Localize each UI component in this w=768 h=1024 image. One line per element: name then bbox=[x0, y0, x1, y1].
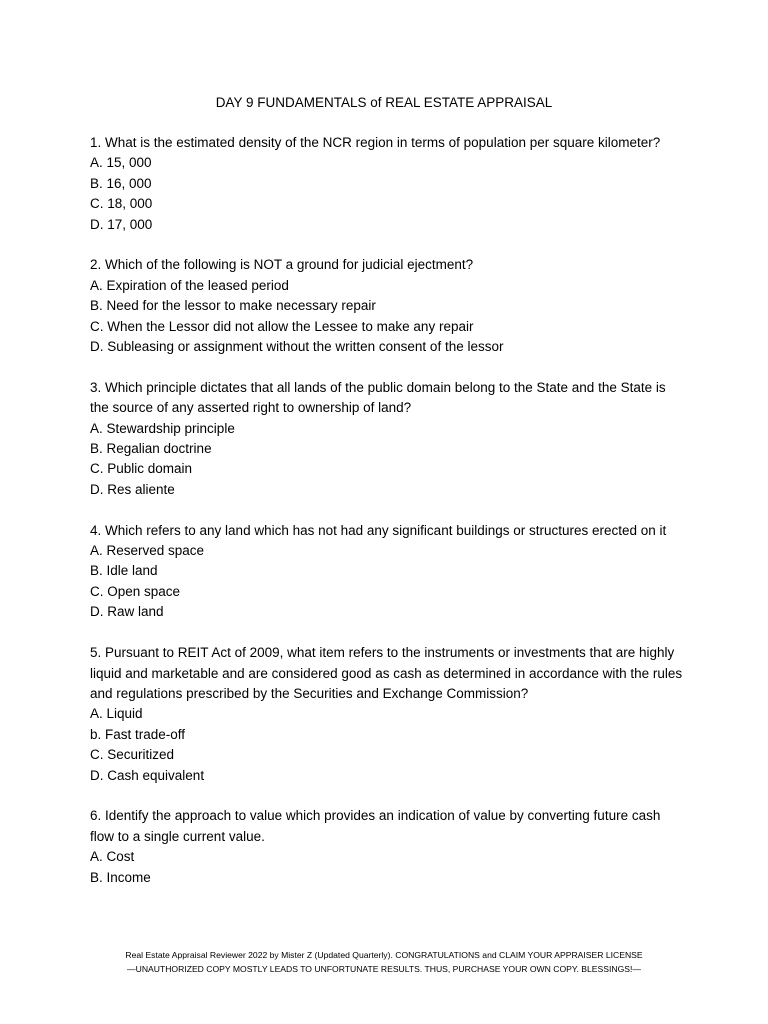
document-title: DAY 9 FUNDAMENTALS of REAL ESTATE APPRAISAL bbox=[215, 95, 553, 110]
footer-notice-line-1: Real Estate Appraisal Reviewer 2022 by Mister Z (Updated Quarterly). CONGRATULATIONS and CLAIM YOUR APPRAISER LICENSE bbox=[125, 950, 643, 960]
question-text: 6. Identify the approach to value which provides an indication of value by converting future cash flow to a single current value. bbox=[90, 808, 661, 844]
question-text: 1. What is the estimated density of the NCR region in terms of population per square kilometer? bbox=[90, 135, 661, 150]
question-text: 5. Pursuant to REIT Act of 2009, what item refers to the instruments or investments that are highly liquid and marketable and are considered good as cash as determined in accordance with the rules and regulations prescribed by the Securities and Exchange Commission? bbox=[90, 645, 683, 701]
answer-option: A. Liquid bbox=[90, 706, 143, 722]
answer-option: B. Income bbox=[90, 869, 151, 885]
answer-option: D. Subleasing or assignment without the written consent of the lessor bbox=[90, 339, 504, 355]
footer-notice-line-2: —UNAUTHORIZED COPY MOSTLY LEADS TO UNFORTUNATE RESULTS. THUS, PURCHASE YOUR OWN COPY. BLESSINGS!— bbox=[127, 964, 641, 974]
answer-option: B. Idle land bbox=[90, 563, 158, 579]
answer-option: D. Res aliente bbox=[90, 481, 175, 497]
question-6 bbox=[90, 806, 686, 888]
question-list bbox=[90, 133, 686, 908]
page-footer bbox=[0, 948, 768, 976]
answer-option: D. Cash equivalent bbox=[90, 767, 205, 783]
answer-option: A. Reserved space bbox=[90, 543, 205, 559]
answer-option: C. Public domain bbox=[90, 461, 193, 477]
answer-option: D. 17, 000 bbox=[90, 216, 153, 232]
answer-option: A. Cost bbox=[90, 849, 135, 865]
question-2 bbox=[90, 255, 686, 357]
question-5 bbox=[90, 643, 686, 786]
question-text: 2. Which of the following is NOT a ground for judicial ejectment? bbox=[90, 257, 474, 273]
answer-option: B. Regalian doctrine bbox=[90, 441, 212, 457]
question-4 bbox=[90, 521, 686, 623]
answer-option: b. Fast trade-off bbox=[90, 726, 186, 742]
answer-option: B. 16, 000 bbox=[90, 175, 152, 191]
question-text: 3. Which principle dictates that all lands of the public domain belong to the State and the State is the source of any asserted right to ownership of land? bbox=[90, 379, 666, 416]
answer-option: D. Raw land bbox=[90, 604, 164, 620]
answer-option: A. Stewardship principle bbox=[90, 420, 235, 436]
answer-option: A. 15, 000 bbox=[90, 155, 152, 171]
answer-option: C. Open space bbox=[90, 583, 181, 599]
question-text: 4. Which refers to any land which has not had any significant buildings or structures erected on it bbox=[90, 522, 667, 538]
answer-option: B. Need for the lessor to make necessary repair bbox=[90, 298, 376, 314]
question-3 bbox=[90, 378, 686, 500]
question-1 bbox=[90, 133, 686, 235]
answer-option: C. 18, 000 bbox=[90, 196, 153, 212]
answer-option: C. When the Lessor did not allow the Lessee to make any repair bbox=[90, 318, 474, 334]
answer-option: C. Securitized bbox=[90, 747, 175, 763]
answer-option: A. Expiration of the leased period bbox=[90, 277, 289, 293]
